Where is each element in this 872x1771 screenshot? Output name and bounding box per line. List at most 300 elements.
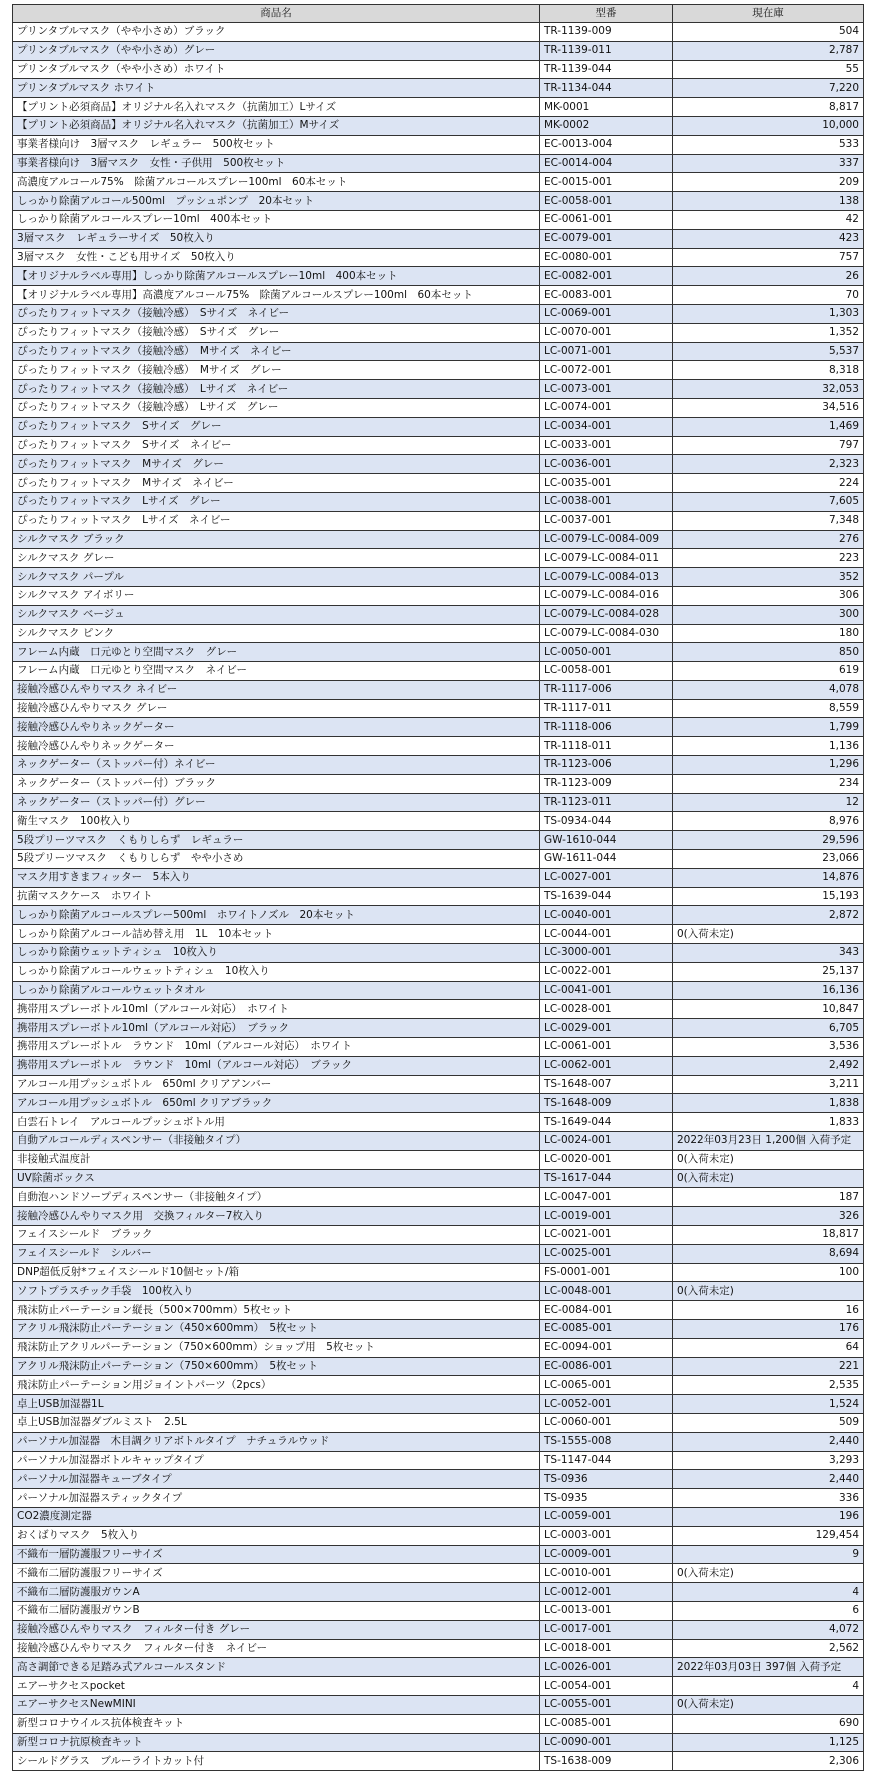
table-row: [13, 962, 864, 981]
table-row: [13, 1395, 864, 1414]
stock-cell: 32,053: [673, 380, 864, 399]
table-row: [13, 1451, 864, 1470]
product-name-cell: 5段プリーツマスク くもりしらず やや小さめ: [13, 850, 540, 869]
stock-cell: 797: [673, 436, 864, 455]
product-name-cell: フェイスシールド ブラック: [13, 1226, 540, 1245]
table-row: [13, 1564, 864, 1583]
table-row: [13, 605, 864, 624]
stock-cell: 2,562: [673, 1639, 864, 1658]
table-row: [13, 718, 864, 737]
table-row: [13, 944, 864, 963]
product-name-cell: シルクマスク グレー: [13, 549, 540, 568]
stock-cell: 352: [673, 568, 864, 587]
table-row: [13, 511, 864, 530]
product-name-cell: エアーサクセスNewMINI: [13, 1695, 540, 1714]
stock-cell: 14,876: [673, 868, 864, 887]
stock-cell: 0(入荷未定): [673, 925, 864, 944]
stock-cell: 2,440: [673, 1470, 864, 1489]
model-number-cell: LC-0018-001: [540, 1639, 673, 1658]
stock-cell: 7,605: [673, 492, 864, 511]
table-row: [13, 662, 864, 681]
table-row: [13, 210, 864, 229]
stock-cell: 533: [673, 135, 864, 154]
table-row: [13, 1620, 864, 1639]
stock-cell: 34,516: [673, 398, 864, 417]
table-row: [13, 1601, 864, 1620]
stock-cell: 619: [673, 662, 864, 681]
table-row: [13, 887, 864, 906]
product-name-cell: 接触冷感ひんやりネックゲーター: [13, 718, 540, 737]
product-name-cell: しっかり除菌アルコール詰め替え用 1L 10本セット: [13, 925, 540, 944]
product-name-cell: プリンタブルマスク ホワイト: [13, 79, 540, 98]
table-row: [13, 1545, 864, 1564]
product-name-cell: ぴったりフィットマスク Mサイズ グレー: [13, 455, 540, 474]
stock-cell: 4: [673, 1583, 864, 1602]
table-row: [13, 1658, 864, 1677]
stock-cell: 1,352: [673, 323, 864, 342]
product-name-cell: 携帯用スプレーボトル10ml（アルコール対応） ブラック: [13, 1019, 540, 1038]
product-name-cell: ぴったりフィットマスク（接触冷感） Sサイズ グレー: [13, 323, 540, 342]
table-row: [13, 98, 864, 117]
table-row: [13, 756, 864, 775]
table-row: [13, 1470, 864, 1489]
product-name-cell: シルクマスク ベージュ: [13, 605, 540, 624]
table-row: [13, 1094, 864, 1113]
stock-cell: 209: [673, 173, 864, 192]
product-name-cell: ぴったりフィットマスク Lサイズ ネイビー: [13, 511, 540, 530]
stock-cell: 2,535: [673, 1376, 864, 1395]
model-number-cell: EC-0083-001: [540, 286, 673, 305]
product-name-cell: 【プリント必須商品】オリジナル名入れマスク（抗菌加工）Mサイズ: [13, 116, 540, 135]
product-name-cell: 自動泡ハンドソープディスペンサー（非接触タイプ）: [13, 1188, 540, 1207]
stock-cell: 0(入荷未定): [673, 1150, 864, 1169]
stock-cell: 1,296: [673, 756, 864, 775]
stock-cell: 23,066: [673, 850, 864, 869]
model-number-cell: LC-0010-001: [540, 1564, 673, 1583]
table-row: [13, 1188, 864, 1207]
model-number-cell: TS-1147-044: [540, 1451, 673, 1470]
product-name-cell: しっかり除菌アルコールスプレー500ml ホワイトノズル 20本セット: [13, 906, 540, 925]
stock-cell: 9: [673, 1545, 864, 1564]
stock-cell: 2,872: [673, 906, 864, 925]
stock-cell: 176: [673, 1319, 864, 1338]
model-number-cell: LC-0079-LC-0084-011: [540, 549, 673, 568]
table-row: [13, 398, 864, 417]
model-number-cell: TR-1118-006: [540, 718, 673, 737]
product-name-cell: 3層マスク 女性・こども用サイズ 50枚入り: [13, 248, 540, 267]
stock-cell: 234: [673, 774, 864, 793]
table-row: [13, 1583, 864, 1602]
product-name-cell: 抗菌マスクケース ホワイト: [13, 887, 540, 906]
model-number-cell: LC-0079-LC-0084-009: [540, 530, 673, 549]
model-number-cell: EC-0094-001: [540, 1338, 673, 1357]
product-name-cell: 事業者様向け 3層マスク 女性・子供用 500枚セット: [13, 154, 540, 173]
model-number-cell: TS-1648-009: [540, 1094, 673, 1113]
product-name-cell: 飛沫防止アクリルパーテーション（750×600mm）ショップ用 5枚セット: [13, 1338, 540, 1357]
stock-cell: 64: [673, 1338, 864, 1357]
model-number-cell: LC-0060-001: [540, 1413, 673, 1432]
stock-cell: 276: [673, 530, 864, 549]
product-name-cell: ぴったりフィットマスク（接触冷感） Mサイズ ネイビー: [13, 342, 540, 361]
stock-cell: 343: [673, 944, 864, 963]
table-row: [13, 436, 864, 455]
table-row: [13, 1132, 864, 1151]
product-name-cell: おくばりマスク 5枚入り: [13, 1526, 540, 1545]
table-row: [13, 342, 864, 361]
model-number-cell: LC-0052-001: [540, 1395, 673, 1414]
model-number-cell: LC-0035-001: [540, 474, 673, 493]
inventory-table: [12, 4, 864, 1771]
model-number-cell: EC-0013-004: [540, 135, 673, 154]
product-name-cell: シルクマスク パープル: [13, 568, 540, 587]
table-row: [13, 1526, 864, 1545]
stock-cell: 100: [673, 1263, 864, 1282]
model-number-cell: LC-0038-001: [540, 492, 673, 511]
product-name-cell: ぴったりフィットマスク Lサイズ グレー: [13, 492, 540, 511]
stock-cell: 187: [673, 1188, 864, 1207]
stock-cell: 7,220: [673, 79, 864, 98]
product-name-cell: 接触冷感ひんやりマスク フィルター付き グレー: [13, 1620, 540, 1639]
stock-cell: 4,072: [673, 1620, 864, 1639]
product-name-cell: フレーム内蔵 口元ゆとり空間マスク ネイビー: [13, 662, 540, 681]
table-row: [13, 23, 864, 42]
product-name-cell: 自動アルコールディスペンサー（非接触タイプ）: [13, 1132, 540, 1151]
stock-cell: 5,537: [673, 342, 864, 361]
model-number-cell: LC-0072-001: [540, 361, 673, 380]
model-number-cell: TR-1123-009: [540, 774, 673, 793]
table-row: [13, 549, 864, 568]
product-name-cell: 新型コロナウイルス抗体検査キット: [13, 1714, 540, 1733]
stock-cell: 25,137: [673, 962, 864, 981]
product-name-cell: しっかり除菌アルコールウェットティシュ 10枚入り: [13, 962, 540, 981]
model-number-cell: TR-1134-044: [540, 79, 673, 98]
model-number-cell: LC-0029-001: [540, 1019, 673, 1038]
product-name-cell: 携帯用スプレーボトル ラウンド 10ml（アルコール対応） ホワイト: [13, 1038, 540, 1057]
table-row: [13, 1677, 864, 1696]
model-number-cell: EC-0086-001: [540, 1357, 673, 1376]
stock-cell: 15,193: [673, 887, 864, 906]
model-number-cell: EC-0079-001: [540, 229, 673, 248]
table-row: [13, 1507, 864, 1526]
table-row: [13, 1413, 864, 1432]
product-name-cell: 接触冷感ひんやりネックゲーター: [13, 737, 540, 756]
model-number-cell: LC-0020-001: [540, 1150, 673, 1169]
model-number-cell: LC-0034-001: [540, 417, 673, 436]
product-name-cell: アクリル飛沫防止パーテーション（450×600mm） 5枚セット: [13, 1319, 540, 1338]
stock-cell: 221: [673, 1357, 864, 1376]
model-number-cell: MK-0002: [540, 116, 673, 135]
model-number-cell: LC-0055-001: [540, 1695, 673, 1714]
product-name-cell: 携帯用スプレーボトル10ml（アルコール対応） ホワイト: [13, 1000, 540, 1019]
stock-cell: 26: [673, 267, 864, 286]
product-name-cell: ぴったりフィットマスク（接触冷感） Lサイズ グレー: [13, 398, 540, 417]
table-row: [13, 1376, 864, 1395]
model-number-cell: LC-0079-LC-0084-028: [540, 605, 673, 624]
model-number-cell: TR-1139-011: [540, 41, 673, 60]
product-name-cell: ぴったりフィットマスク（接触冷感） Sサイズ ネイビー: [13, 304, 540, 323]
product-name-cell: 不織布二層防護服フリーサイズ: [13, 1564, 540, 1583]
table-row: [13, 229, 864, 248]
table-row: [13, 79, 864, 98]
table-row: [13, 1075, 864, 1094]
model-number-cell: LC-0058-001: [540, 662, 673, 681]
stock-cell: 1,799: [673, 718, 864, 737]
inventory-sheet: [12, 4, 864, 1771]
model-number-cell: LC-0062-001: [540, 1056, 673, 1075]
model-number-cell: LC-0061-001: [540, 1038, 673, 1057]
model-number-cell: EC-0058-001: [540, 192, 673, 211]
model-number-cell: EC-0085-001: [540, 1319, 673, 1338]
stock-cell: 850: [673, 643, 864, 662]
model-number-cell: LC-0037-001: [540, 511, 673, 530]
table-row: [13, 530, 864, 549]
product-name-cell: 接触冷感ひんやりマスク フィルター付き ネイビー: [13, 1639, 540, 1658]
model-number-cell: TS-0935: [540, 1489, 673, 1508]
model-number-cell: TR-1117-011: [540, 699, 673, 718]
product-name-cell: 3層マスク レギュラーサイズ 50枚入り: [13, 229, 540, 248]
product-name-cell: パーソナル加湿器 木目調クリアボトルタイプ ナチュラルウッド: [13, 1432, 540, 1451]
stock-cell: 2,787: [673, 41, 864, 60]
table-row: [13, 981, 864, 1000]
model-number-cell: LC-0003-001: [540, 1526, 673, 1545]
product-name-cell: ぴったりフィットマスク Sサイズ グレー: [13, 417, 540, 436]
table-row: [13, 286, 864, 305]
model-number-cell: EC-0061-001: [540, 210, 673, 229]
stock-cell: 336: [673, 1489, 864, 1508]
table-row: [13, 1282, 864, 1301]
stock-cell: 224: [673, 474, 864, 493]
product-name-cell: 非接触式温度計: [13, 1150, 540, 1169]
stock-cell: 6,705: [673, 1019, 864, 1038]
stock-cell: 8,318: [673, 361, 864, 380]
model-number-cell: LC-0069-001: [540, 304, 673, 323]
model-number-cell: LC-0059-001: [540, 1507, 673, 1526]
table-row: [13, 850, 864, 869]
product-name-cell: フェイスシールド シルバー: [13, 1244, 540, 1263]
model-number-cell: TS-1648-007: [540, 1075, 673, 1094]
model-number-cell: LC-0019-001: [540, 1207, 673, 1226]
product-name-cell: 不織布二層防護服ガウンB: [13, 1601, 540, 1620]
product-name-cell: 卓上USB加湿器ダブルミスト 2.5L: [13, 1413, 540, 1432]
product-name-cell: 新型コロナ抗原検査キット: [13, 1733, 540, 1752]
product-name-cell: 【オリジナルラベル専用】しっかり除菌アルコールスプレー10ml 400本セット: [13, 267, 540, 286]
product-name-cell: プリンタブルマスク（やや小さめ）グレー: [13, 41, 540, 60]
model-number-cell: LC-0085-001: [540, 1714, 673, 1733]
stock-cell: 3,536: [673, 1038, 864, 1057]
table-row: [13, 1301, 864, 1320]
table-row: [13, 568, 864, 587]
table-row: [13, 380, 864, 399]
stock-cell: 138: [673, 192, 864, 211]
model-number-cell: TS-1555-008: [540, 1432, 673, 1451]
product-name-cell: 卓上USB加湿器1L: [13, 1395, 540, 1414]
product-name-cell: シルクマスク ブラック: [13, 530, 540, 549]
model-number-cell: EC-0080-001: [540, 248, 673, 267]
stock-cell: 0(入荷未定): [673, 1282, 864, 1301]
table-row: [13, 793, 864, 812]
model-number-cell: LC-0026-001: [540, 1658, 673, 1677]
stock-cell: 180: [673, 624, 864, 643]
table-row: [13, 831, 864, 850]
stock-cell: 223: [673, 549, 864, 568]
model-number-cell: LC-0079-LC-0084-030: [540, 624, 673, 643]
stock-cell: 504: [673, 23, 864, 42]
stock-cell: 42: [673, 210, 864, 229]
table-row: [13, 417, 864, 436]
model-number-cell: FS-0001-001: [540, 1263, 673, 1282]
header-model-number: 型番: [540, 5, 673, 23]
product-name-cell: 接触冷感ひんやりマスク ネイビー: [13, 680, 540, 699]
model-number-cell: LC-0024-001: [540, 1132, 673, 1151]
product-name-cell: プリンタブルマスク（やや小さめ）ブラック: [13, 23, 540, 42]
model-number-cell: TR-1123-006: [540, 756, 673, 775]
table-row: [13, 323, 864, 342]
product-name-cell: 衛生マスク 100枚入り: [13, 812, 540, 831]
model-number-cell: LC-0036-001: [540, 455, 673, 474]
table-row: [13, 492, 864, 511]
stock-cell: 70: [673, 286, 864, 305]
table-row: [13, 116, 864, 135]
product-name-cell: 携帯用スプレーボトル ラウンド 10ml（アルコール対応） ブラック: [13, 1056, 540, 1075]
product-name-cell: パーソナル加湿器ボトルキャップタイプ: [13, 1451, 540, 1470]
table-row: [13, 1244, 864, 1263]
table-row: [13, 906, 864, 925]
table-row: [13, 1113, 864, 1132]
product-name-cell: シールドグラス ブルーライトカット付: [13, 1752, 540, 1771]
table-row: [13, 1489, 864, 1508]
product-name-cell: 接触冷感ひんやりマスク用 交換フィルター7枚入り: [13, 1207, 540, 1226]
table-row: [13, 60, 864, 79]
product-name-cell: アルコール用プッシュボトル 650ml クリアブラック: [13, 1094, 540, 1113]
product-name-cell: ソフトプラスチック手袋 100枚入り: [13, 1282, 540, 1301]
product-name-cell: しっかり除菌アルコール500ml プッシュポンプ 20本セット: [13, 192, 540, 211]
product-name-cell: ぴったりフィットマスク Mサイズ ネイビー: [13, 474, 540, 493]
model-number-cell: GW-1611-044: [540, 850, 673, 869]
stock-cell: 326: [673, 1207, 864, 1226]
stock-cell: 4: [673, 1677, 864, 1696]
table-row: [13, 1639, 864, 1658]
stock-cell: 2,440: [673, 1432, 864, 1451]
table-row: [13, 1169, 864, 1188]
product-name-cell: 接触冷感ひんやりマスク グレー: [13, 699, 540, 718]
table-row: [13, 1263, 864, 1282]
model-number-cell: MK-0001: [540, 98, 673, 117]
stock-cell: 12: [673, 793, 864, 812]
model-number-cell: GW-1610-044: [540, 831, 673, 850]
product-name-cell: CO2濃度測定器: [13, 1507, 540, 1526]
product-name-cell: 飛沫防止パーテーション縦長（500×700mm）5枚セット: [13, 1301, 540, 1320]
stock-cell: 55: [673, 60, 864, 79]
table-row: [13, 737, 864, 756]
product-name-cell: 【プリント必須商品】オリジナル名入れマスク（抗菌加工）Lサイズ: [13, 98, 540, 117]
product-name-cell: シルクマスク ピンク: [13, 624, 540, 643]
table-row: [13, 267, 864, 286]
model-number-cell: TS-1639-044: [540, 887, 673, 906]
stock-cell: 2,492: [673, 1056, 864, 1075]
model-number-cell: LC-0044-001: [540, 925, 673, 944]
product-name-cell: シルクマスク アイボリー: [13, 586, 540, 605]
product-name-cell: 不織布一層防護服フリーサイズ: [13, 1545, 540, 1564]
table-row: [13, 1695, 864, 1714]
stock-cell: 1,469: [673, 417, 864, 436]
stock-cell: 0(入荷未定): [673, 1564, 864, 1583]
table-row: [13, 680, 864, 699]
table-row: [13, 173, 864, 192]
model-number-cell: LC-0021-001: [540, 1226, 673, 1245]
model-number-cell: LC-0073-001: [540, 380, 673, 399]
model-number-cell: LC-0013-001: [540, 1601, 673, 1620]
stock-cell: 1,524: [673, 1395, 864, 1414]
stock-cell: 8,559: [673, 699, 864, 718]
table-row: [13, 868, 864, 887]
stock-cell: 129,454: [673, 1526, 864, 1545]
table-row: [13, 1226, 864, 1245]
table-row: [13, 192, 864, 211]
header-current-stock: 現在庫: [673, 5, 864, 23]
model-number-cell: LC-0033-001: [540, 436, 673, 455]
stock-cell: 337: [673, 154, 864, 173]
product-name-cell: ぴったりフィットマスク（接触冷感） Mサイズ グレー: [13, 361, 540, 380]
product-name-cell: アルコール用プッシュボトル 650ml クリアアンバー: [13, 1075, 540, 1094]
model-number-cell: LC-0065-001: [540, 1376, 673, 1395]
model-number-cell: LC-0027-001: [540, 868, 673, 887]
product-name-cell: アクリル飛沫防止パーテーション（750×600mm） 5枚セット: [13, 1357, 540, 1376]
stock-cell: 423: [673, 229, 864, 248]
product-name-cell: ぴったりフィットマスク Sサイズ ネイビー: [13, 436, 540, 455]
model-number-cell: LC-0025-001: [540, 1244, 673, 1263]
product-name-cell: 事業者様向け 3層マスク レギュラー 500枚セット: [13, 135, 540, 154]
model-number-cell: LC-3000-001: [540, 944, 673, 963]
model-number-cell: LC-0028-001: [540, 1000, 673, 1019]
product-name-cell: ぴったりフィットマスク（接触冷感） Lサイズ ネイビー: [13, 380, 540, 399]
table-row: [13, 586, 864, 605]
product-name-cell: しっかり除菌アルコールウェットタオル: [13, 981, 540, 1000]
model-number-cell: LC-0070-001: [540, 323, 673, 342]
stock-cell: 2022年03月23日 1,200個 入荷予定: [673, 1132, 864, 1151]
stock-cell: 1,833: [673, 1113, 864, 1132]
table-row: [13, 41, 864, 60]
stock-cell: 1,838: [673, 1094, 864, 1113]
model-number-cell: LC-0009-001: [540, 1545, 673, 1564]
model-number-cell: TS-1638-009: [540, 1752, 673, 1771]
table-row: [13, 1338, 864, 1357]
model-number-cell: LC-0048-001: [540, 1282, 673, 1301]
model-number-cell: TS-0936: [540, 1470, 673, 1489]
stock-cell: 3,293: [673, 1451, 864, 1470]
table-row: [13, 1019, 864, 1038]
model-number-cell: TR-1139-009: [540, 23, 673, 42]
model-number-cell: TS-1617-044: [540, 1169, 673, 1188]
stock-cell: 300: [673, 605, 864, 624]
table-row: [13, 925, 864, 944]
stock-cell: 0(入荷未定): [673, 1695, 864, 1714]
product-name-cell: 飛沫防止パーテーション用ジョイントパーツ（2pcs）: [13, 1376, 540, 1395]
model-number-cell: TS-0934-044: [540, 812, 673, 831]
table-row: [13, 624, 864, 643]
stock-cell: 2022年03月03日 397個 入荷予定: [673, 1658, 864, 1677]
stock-cell: 196: [673, 1507, 864, 1526]
table-row: [13, 1357, 864, 1376]
table-row: [13, 1432, 864, 1451]
product-name-cell: UV除菌ボックス: [13, 1169, 540, 1188]
model-number-cell: EC-0015-001: [540, 173, 673, 192]
product-name-cell: ネックゲーター（ストッパー付）グレー: [13, 793, 540, 812]
model-number-cell: LC-0041-001: [540, 981, 673, 1000]
table-row: [13, 1714, 864, 1733]
table-row: [13, 1000, 864, 1019]
product-name-cell: エアーサクセスpocket: [13, 1677, 540, 1696]
model-number-cell: LC-0054-001: [540, 1677, 673, 1696]
